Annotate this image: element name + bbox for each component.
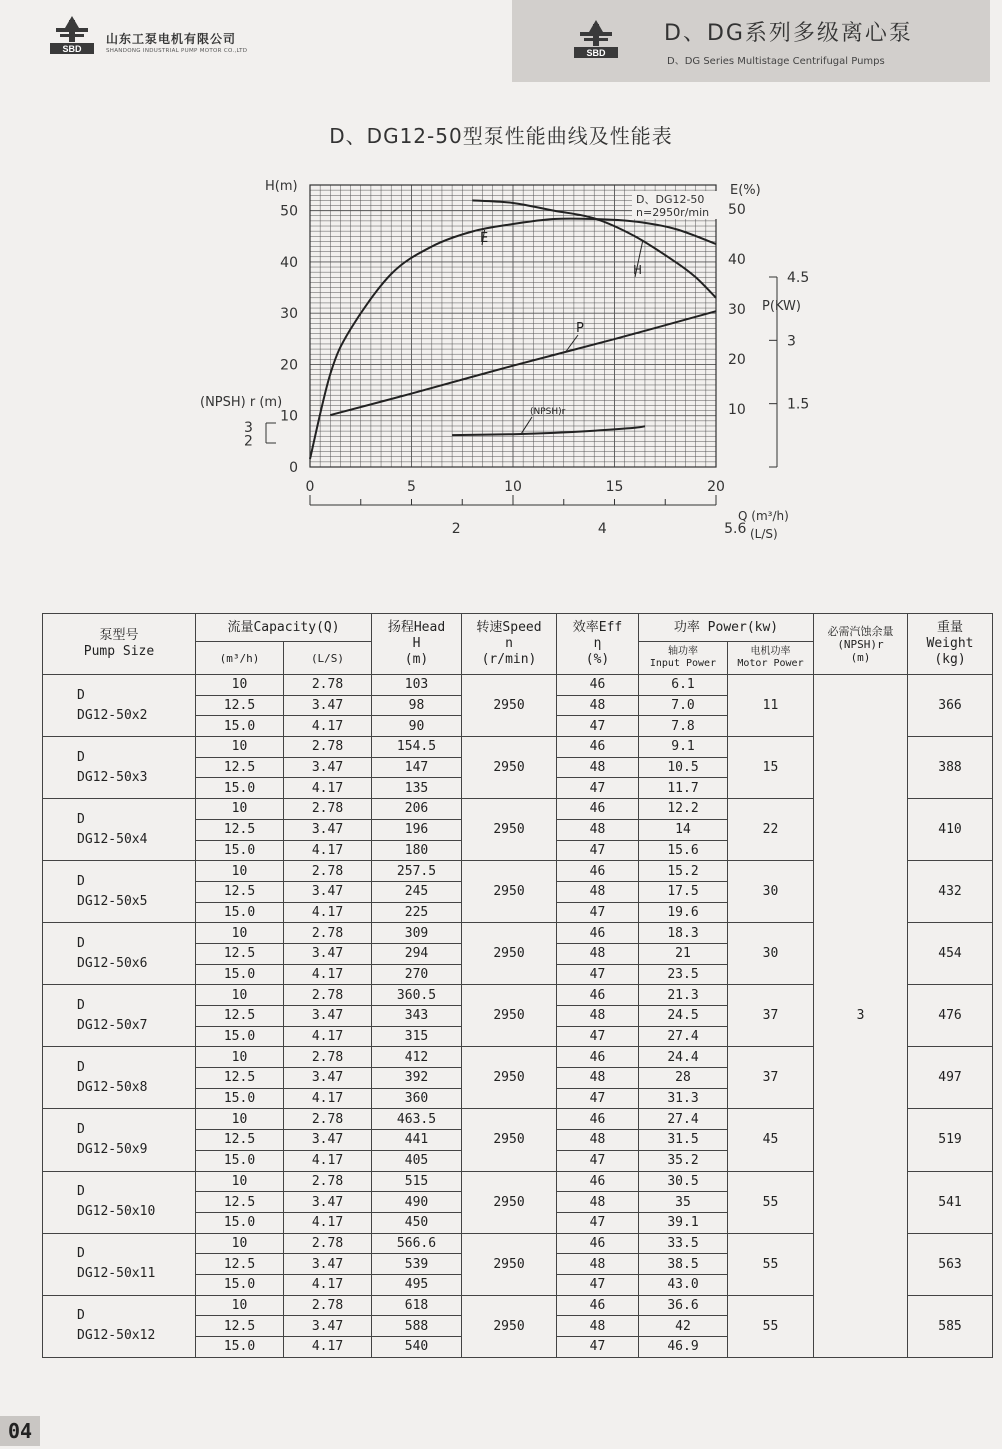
efficiency-value: 46 [557, 1171, 639, 1192]
input-power-value: 24.4 [639, 1047, 728, 1068]
capacity-m3h: 15.0 [196, 840, 284, 861]
efficiency-value: 47 [557, 1274, 639, 1295]
capacity-ls: 2.78 [284, 675, 372, 696]
pump-model: D DG12-50x11 [43, 1233, 196, 1295]
col-header-eff: 效率Eff η (%) [557, 614, 639, 675]
efficiency-value: 48 [557, 1130, 639, 1151]
col-header-input-power: 轴功率 Input Power [639, 642, 728, 675]
input-power-value: 12.2 [639, 799, 728, 820]
weight-value: 388 [908, 737, 993, 799]
x2-tick-label: 4 [597, 521, 607, 537]
input-power-value: 36.6 [639, 1295, 728, 1316]
input-power-value: 23.5 [639, 964, 728, 985]
capacity-m3h: 10 [196, 923, 284, 944]
capacity-m3h: 10 [196, 1233, 284, 1254]
capacity-m3h: 12.5 [196, 1316, 284, 1337]
y-left-tick-label: 30 [280, 306, 298, 323]
input-power-value: 15.6 [639, 840, 728, 861]
curve-npshr [452, 426, 645, 435]
head-value: 147 [372, 757, 462, 778]
capacity-ls: 4.17 [284, 1337, 372, 1358]
capacity-m3h: 15.0 [196, 716, 284, 737]
efficiency-value: 46 [557, 737, 639, 758]
legend-line-2: n=2950r/min [636, 206, 710, 219]
speed-value: 2950 [462, 985, 557, 1047]
capacity-ls: 4.17 [284, 1026, 372, 1047]
input-power-value: 18.3 [639, 923, 728, 944]
y-right-tick-label: 20 [728, 352, 746, 368]
efficiency-value: 47 [557, 1150, 639, 1171]
head-value: 392 [372, 1068, 462, 1089]
curve-label: H [633, 263, 643, 277]
head-value: 490 [372, 1192, 462, 1213]
motor-power-value: 37 [728, 985, 814, 1047]
series-title: D、DG系列多级离心泵 [664, 21, 913, 46]
capacity-ls: 4.17 [284, 1150, 372, 1171]
pump-model: D DG12-50x8 [43, 1047, 196, 1109]
power-tick-label: 3 [787, 333, 796, 350]
capacity-m3h: 12.5 [196, 1192, 284, 1213]
capacity-ls: 3.47 [284, 1254, 372, 1275]
efficiency-value: 48 [557, 695, 639, 716]
capacity-m3h: 10 [196, 1171, 284, 1192]
efficiency-value: 46 [557, 799, 639, 820]
speed-value: 2950 [462, 1233, 557, 1295]
input-power-value: 10.5 [639, 757, 728, 778]
capacity-m3h: 10 [196, 1047, 284, 1068]
power-tick-label: 1.5 [787, 396, 810, 413]
y-left-tick-label: 0 [289, 460, 298, 476]
curve-label: P [576, 321, 584, 336]
col-header-npsh: 必需汽蚀余量 (NPSH)r (m) [814, 614, 908, 675]
x-tick-label: 15 [605, 479, 624, 495]
efficiency-value: 47 [557, 1026, 639, 1047]
input-power-value: 21 [639, 943, 728, 964]
capacity-ls: 3.47 [284, 757, 372, 778]
capacity-m3h: 12.5 [196, 1254, 284, 1275]
efficiency-value: 48 [557, 757, 639, 778]
input-power-value: 24.5 [639, 1006, 728, 1027]
capacity-m3h: 10 [196, 675, 284, 696]
capacity-ls: 3.47 [284, 695, 372, 716]
motor-power-value: 37 [728, 1047, 814, 1109]
speed-value: 2950 [462, 1171, 557, 1233]
head-value: 206 [372, 799, 462, 820]
capacity-ls: 4.17 [284, 840, 372, 861]
power-tick-label: 4.5 [787, 270, 810, 286]
efficiency-value: 47 [557, 716, 639, 737]
head-value: 294 [372, 943, 462, 964]
legend-line-1: D、DG12-50 [636, 193, 705, 206]
capacity-ls: 3.47 [284, 1130, 372, 1151]
capacity-m3h: 10 [196, 861, 284, 882]
efficiency-value: 48 [557, 881, 639, 902]
input-power-value: 35.2 [639, 1150, 728, 1171]
pump-model: D DG12-50x9 [43, 1109, 196, 1171]
motor-power-value: 15 [728, 737, 814, 799]
efficiency-value: 48 [557, 1316, 639, 1337]
capacity-ls: 4.17 [284, 778, 372, 799]
head-value: 180 [372, 840, 462, 861]
motor-power-value: 55 [728, 1233, 814, 1295]
speed-value: 2950 [462, 1047, 557, 1109]
page-number: 04 [0, 1416, 40, 1446]
col-header-power: 功率 Power(kw) [639, 614, 814, 642]
table-row [43, 675, 993, 696]
input-power-value: 7.8 [639, 716, 728, 737]
capacity-m3h: 12.5 [196, 757, 284, 778]
x-tick-label: 0 [305, 479, 315, 495]
input-power-value: 11.7 [639, 778, 728, 799]
head-value: 495 [372, 1274, 462, 1295]
capacity-m3h: 12.5 [196, 695, 284, 716]
pump-model: D DG12-50x12 [43, 1295, 196, 1357]
y-left-axis-label: H(m) [265, 179, 298, 194]
head-value: 103 [372, 675, 462, 696]
input-power-value: 19.6 [639, 902, 728, 923]
y-right-tick-label: 50 [728, 202, 746, 218]
capacity-ls: 2.78 [284, 985, 372, 1006]
capacity-m3h: 15.0 [196, 1337, 284, 1358]
weight-value: 410 [908, 799, 993, 861]
capacity-ls: 2.78 [284, 1171, 372, 1192]
weight-value: 432 [908, 861, 993, 923]
efficiency-value: 47 [557, 902, 639, 923]
capacity-ls: 4.17 [284, 902, 372, 923]
input-power-value: 35 [639, 1192, 728, 1213]
head-value: 154.5 [372, 737, 462, 758]
head-value: 441 [372, 1130, 462, 1151]
head-value: 257.5 [372, 861, 462, 882]
input-power-value: 46.9 [639, 1337, 728, 1358]
head-value: 309 [372, 923, 462, 944]
pump-model: D DG12-50x2 [43, 675, 196, 737]
capacity-m3h: 12.5 [196, 819, 284, 840]
head-value: 450 [372, 1212, 462, 1233]
head-value: 412 [372, 1047, 462, 1068]
sbd-logo-icon [568, 18, 624, 60]
head-value: 515 [372, 1171, 462, 1192]
capacity-ls: 2.78 [284, 923, 372, 944]
weight-value: 476 [908, 985, 993, 1047]
input-power-value: 6.1 [639, 675, 728, 696]
capacity-ls: 2.78 [284, 1295, 372, 1316]
efficiency-value: 48 [557, 1254, 639, 1275]
head-value: 98 [372, 695, 462, 716]
capacity-m3h: 15.0 [196, 1026, 284, 1047]
col-header-capacity: 流量Capacity(Q) [196, 614, 372, 642]
head-value: 315 [372, 1026, 462, 1047]
head-value: 135 [372, 778, 462, 799]
efficiency-value: 46 [557, 1233, 639, 1254]
efficiency-value: 48 [557, 1068, 639, 1089]
input-power-value: 42 [639, 1316, 728, 1337]
capacity-m3h: 12.5 [196, 881, 284, 902]
head-value: 540 [372, 1337, 462, 1358]
y-right-tick-label: 30 [728, 302, 746, 318]
weight-value: 541 [908, 1171, 993, 1233]
input-power-value: 43.0 [639, 1274, 728, 1295]
input-power-value: 15.2 [639, 861, 728, 882]
efficiency-value: 47 [557, 1088, 639, 1109]
speed-value: 2950 [462, 923, 557, 985]
input-power-value: 28 [639, 1068, 728, 1089]
sbd-logo-icon [44, 14, 100, 56]
head-value: 245 [372, 881, 462, 902]
capacity-ls: 2.78 [284, 861, 372, 882]
efficiency-value: 48 [557, 943, 639, 964]
curve-label: (NPSH)r [530, 407, 566, 417]
performance-table [42, 613, 993, 1358]
capacity-ls: 3.47 [284, 1316, 372, 1337]
input-power-value: 9.1 [639, 737, 728, 758]
efficiency-value: 47 [557, 964, 639, 985]
col-header-motor-power: 电机功率 Motor Power [728, 642, 814, 675]
company-logo [44, 14, 264, 60]
pump-model: D DG12-50x4 [43, 799, 196, 861]
col-header-cap-ls: (L/S) [284, 642, 372, 675]
y-right-tick-label: 40 [728, 252, 746, 268]
y-left-tick-label: 50 [280, 203, 298, 220]
input-power-value: 7.0 [639, 695, 728, 716]
input-power-value: 27.4 [639, 1109, 728, 1130]
capacity-m3h: 15.0 [196, 1150, 284, 1171]
motor-power-value: 45 [728, 1109, 814, 1171]
head-value: 360.5 [372, 985, 462, 1006]
company-name: 山东工泵电机有限公司 [106, 32, 237, 46]
efficiency-value: 46 [557, 1109, 639, 1130]
series-subtitle: D、DG Series Multistage Centrifugal Pumps [667, 56, 885, 67]
company-name-en: SHANDONG INDUSTRIAL PUMP MOTOR CO.,LTD [106, 48, 248, 54]
npsh-value: 3 [814, 675, 908, 1358]
x2-tick-label: 5.6 [724, 521, 747, 537]
y-right-tick-label: 10 [728, 402, 746, 418]
capacity-ls: 2.78 [284, 799, 372, 820]
power-axis-label: P(KW) [762, 299, 801, 314]
pump-model: D DG12-50x5 [43, 861, 196, 923]
input-power-value: 31.5 [639, 1130, 728, 1151]
input-power-value: 31.3 [639, 1088, 728, 1109]
capacity-ls: 3.47 [284, 943, 372, 964]
capacity-ls: 4.17 [284, 1088, 372, 1109]
input-power-value: 33.5 [639, 1233, 728, 1254]
capacity-ls: 3.47 [284, 1192, 372, 1213]
capacity-m3h: 10 [196, 985, 284, 1006]
motor-power-value: 11 [728, 675, 814, 737]
capacity-m3h: 10 [196, 737, 284, 758]
series-header [512, 0, 990, 82]
col-header-head: 扬程Head H (m) [372, 614, 462, 675]
efficiency-value: 46 [557, 1295, 639, 1316]
head-value: 270 [372, 964, 462, 985]
performance-table-body [43, 675, 993, 1358]
page-title: D、DG12-50型泵性能曲线及性能表 [329, 124, 673, 148]
capacity-m3h: 12.5 [196, 1130, 284, 1151]
motor-power-value: 55 [728, 1295, 814, 1357]
x-tick-label: 10 [504, 479, 522, 495]
capacity-ls: 2.78 [284, 737, 372, 758]
weight-value: 519 [908, 1109, 993, 1171]
capacity-ls: 4.17 [284, 1212, 372, 1233]
col-header-model: 泵型号 Pump Size [43, 614, 196, 675]
pump-model: D DG12-50x7 [43, 985, 196, 1047]
pump-model: D DG12-50x10 [43, 1171, 196, 1233]
efficiency-value: 46 [557, 1047, 639, 1068]
capacity-m3h: 10 [196, 799, 284, 820]
chart-grid [310, 185, 716, 467]
input-power-value: 38.5 [639, 1254, 728, 1275]
head-value: 463.5 [372, 1109, 462, 1130]
head-value: 225 [372, 902, 462, 923]
weight-value: 497 [908, 1047, 993, 1109]
input-power-value: 21.3 [639, 985, 728, 1006]
head-value: 588 [372, 1316, 462, 1337]
input-power-value: 30.5 [639, 1171, 728, 1192]
weight-value: 454 [908, 923, 993, 985]
speed-value: 2950 [462, 675, 557, 737]
motor-power-value: 30 [728, 923, 814, 985]
efficiency-value: 48 [557, 819, 639, 840]
capacity-m3h: 10 [196, 1109, 284, 1130]
input-power-value: 17.5 [639, 881, 728, 902]
capacity-m3h: 15.0 [196, 1212, 284, 1233]
capacity-ls: 3.47 [284, 819, 372, 840]
capacity-ls: 2.78 [284, 1109, 372, 1130]
capacity-ls: 2.78 [284, 1233, 372, 1254]
speed-value: 2950 [462, 861, 557, 923]
speed-value: 2950 [462, 1109, 557, 1171]
svg-text:SBD: SBD [62, 44, 82, 54]
capacity-ls: 4.17 [284, 1274, 372, 1295]
speed-value: 2950 [462, 799, 557, 861]
svg-text:SBD: SBD [586, 48, 606, 58]
capacity-m3h: 10 [196, 1295, 284, 1316]
capacity-m3h: 12.5 [196, 943, 284, 964]
y-right-axis-label: E(%) [730, 183, 761, 198]
motor-power-value: 22 [728, 799, 814, 861]
y-left-tick-label: 20 [280, 357, 298, 374]
col-header-weight: 重量 Weight (kg) [908, 614, 993, 675]
capacity-ls: 2.78 [284, 1047, 372, 1068]
efficiency-value: 46 [557, 923, 639, 944]
capacity-ls: 4.17 [284, 964, 372, 985]
y-left-tick-label: 10 [280, 408, 298, 425]
speed-value: 2950 [462, 1295, 557, 1357]
capacity-m3h: 15.0 [196, 778, 284, 799]
curve-label: E [480, 231, 489, 246]
motor-power-value: 30 [728, 861, 814, 923]
capacity-m3h: 15.0 [196, 902, 284, 923]
npsh-tick-label: 3 [244, 420, 253, 436]
x-tick-label: 20 [707, 479, 725, 495]
input-power-value: 27.4 [639, 1026, 728, 1047]
weight-value: 563 [908, 1233, 993, 1295]
y-left-tick-label: 40 [280, 254, 298, 271]
capacity-m3h: 12.5 [196, 1006, 284, 1027]
efficiency-value: 46 [557, 675, 639, 696]
capacity-ls: 3.47 [284, 1068, 372, 1089]
efficiency-value: 47 [557, 778, 639, 799]
capacity-m3h: 15.0 [196, 1274, 284, 1295]
efficiency-value: 46 [557, 861, 639, 882]
capacity-ls: 3.47 [284, 1006, 372, 1027]
head-value: 90 [372, 716, 462, 737]
head-value: 360 [372, 1088, 462, 1109]
efficiency-value: 48 [557, 1192, 639, 1213]
x-tick-label: 5 [407, 479, 416, 495]
input-power-value: 39.1 [639, 1212, 728, 1233]
npsh-tick-label: 2 [244, 433, 253, 450]
head-value: 405 [372, 1150, 462, 1171]
efficiency-value: 47 [557, 1212, 639, 1233]
efficiency-value: 48 [557, 1006, 639, 1027]
head-value: 343 [372, 1006, 462, 1027]
input-power-value: 14 [639, 819, 728, 840]
pump-model: D DG12-50x6 [43, 923, 196, 985]
x2-tick-label: 2 [451, 521, 461, 537]
x2-axis-label: (L/S) [750, 527, 778, 541]
efficiency-value: 47 [557, 1337, 639, 1358]
col-header-cap-m3h: (m³/h) [196, 642, 284, 675]
motor-power-value: 55 [728, 1171, 814, 1233]
capacity-m3h: 15.0 [196, 1088, 284, 1109]
performance-curve-chart [190, 160, 810, 560]
capacity-m3h: 12.5 [196, 1068, 284, 1089]
capacity-m3h: 15.0 [196, 964, 284, 985]
pump-model: D DG12-50x3 [43, 737, 196, 799]
head-value: 618 [372, 1295, 462, 1316]
weight-value: 585 [908, 1295, 993, 1357]
col-header-speed: 转速Speed n (r/min) [462, 614, 557, 675]
capacity-ls: 4.17 [284, 716, 372, 737]
head-value: 566.6 [372, 1233, 462, 1254]
head-value: 539 [372, 1254, 462, 1275]
head-value: 196 [372, 819, 462, 840]
capacity-ls: 3.47 [284, 881, 372, 902]
x-axis-label: Q (m³/h) [738, 509, 789, 523]
speed-value: 2950 [462, 737, 557, 799]
efficiency-value: 46 [557, 985, 639, 1006]
npsh-axis-label: (NPSH) r (m) [200, 395, 283, 410]
efficiency-value: 47 [557, 840, 639, 861]
weight-value: 366 [908, 675, 993, 737]
